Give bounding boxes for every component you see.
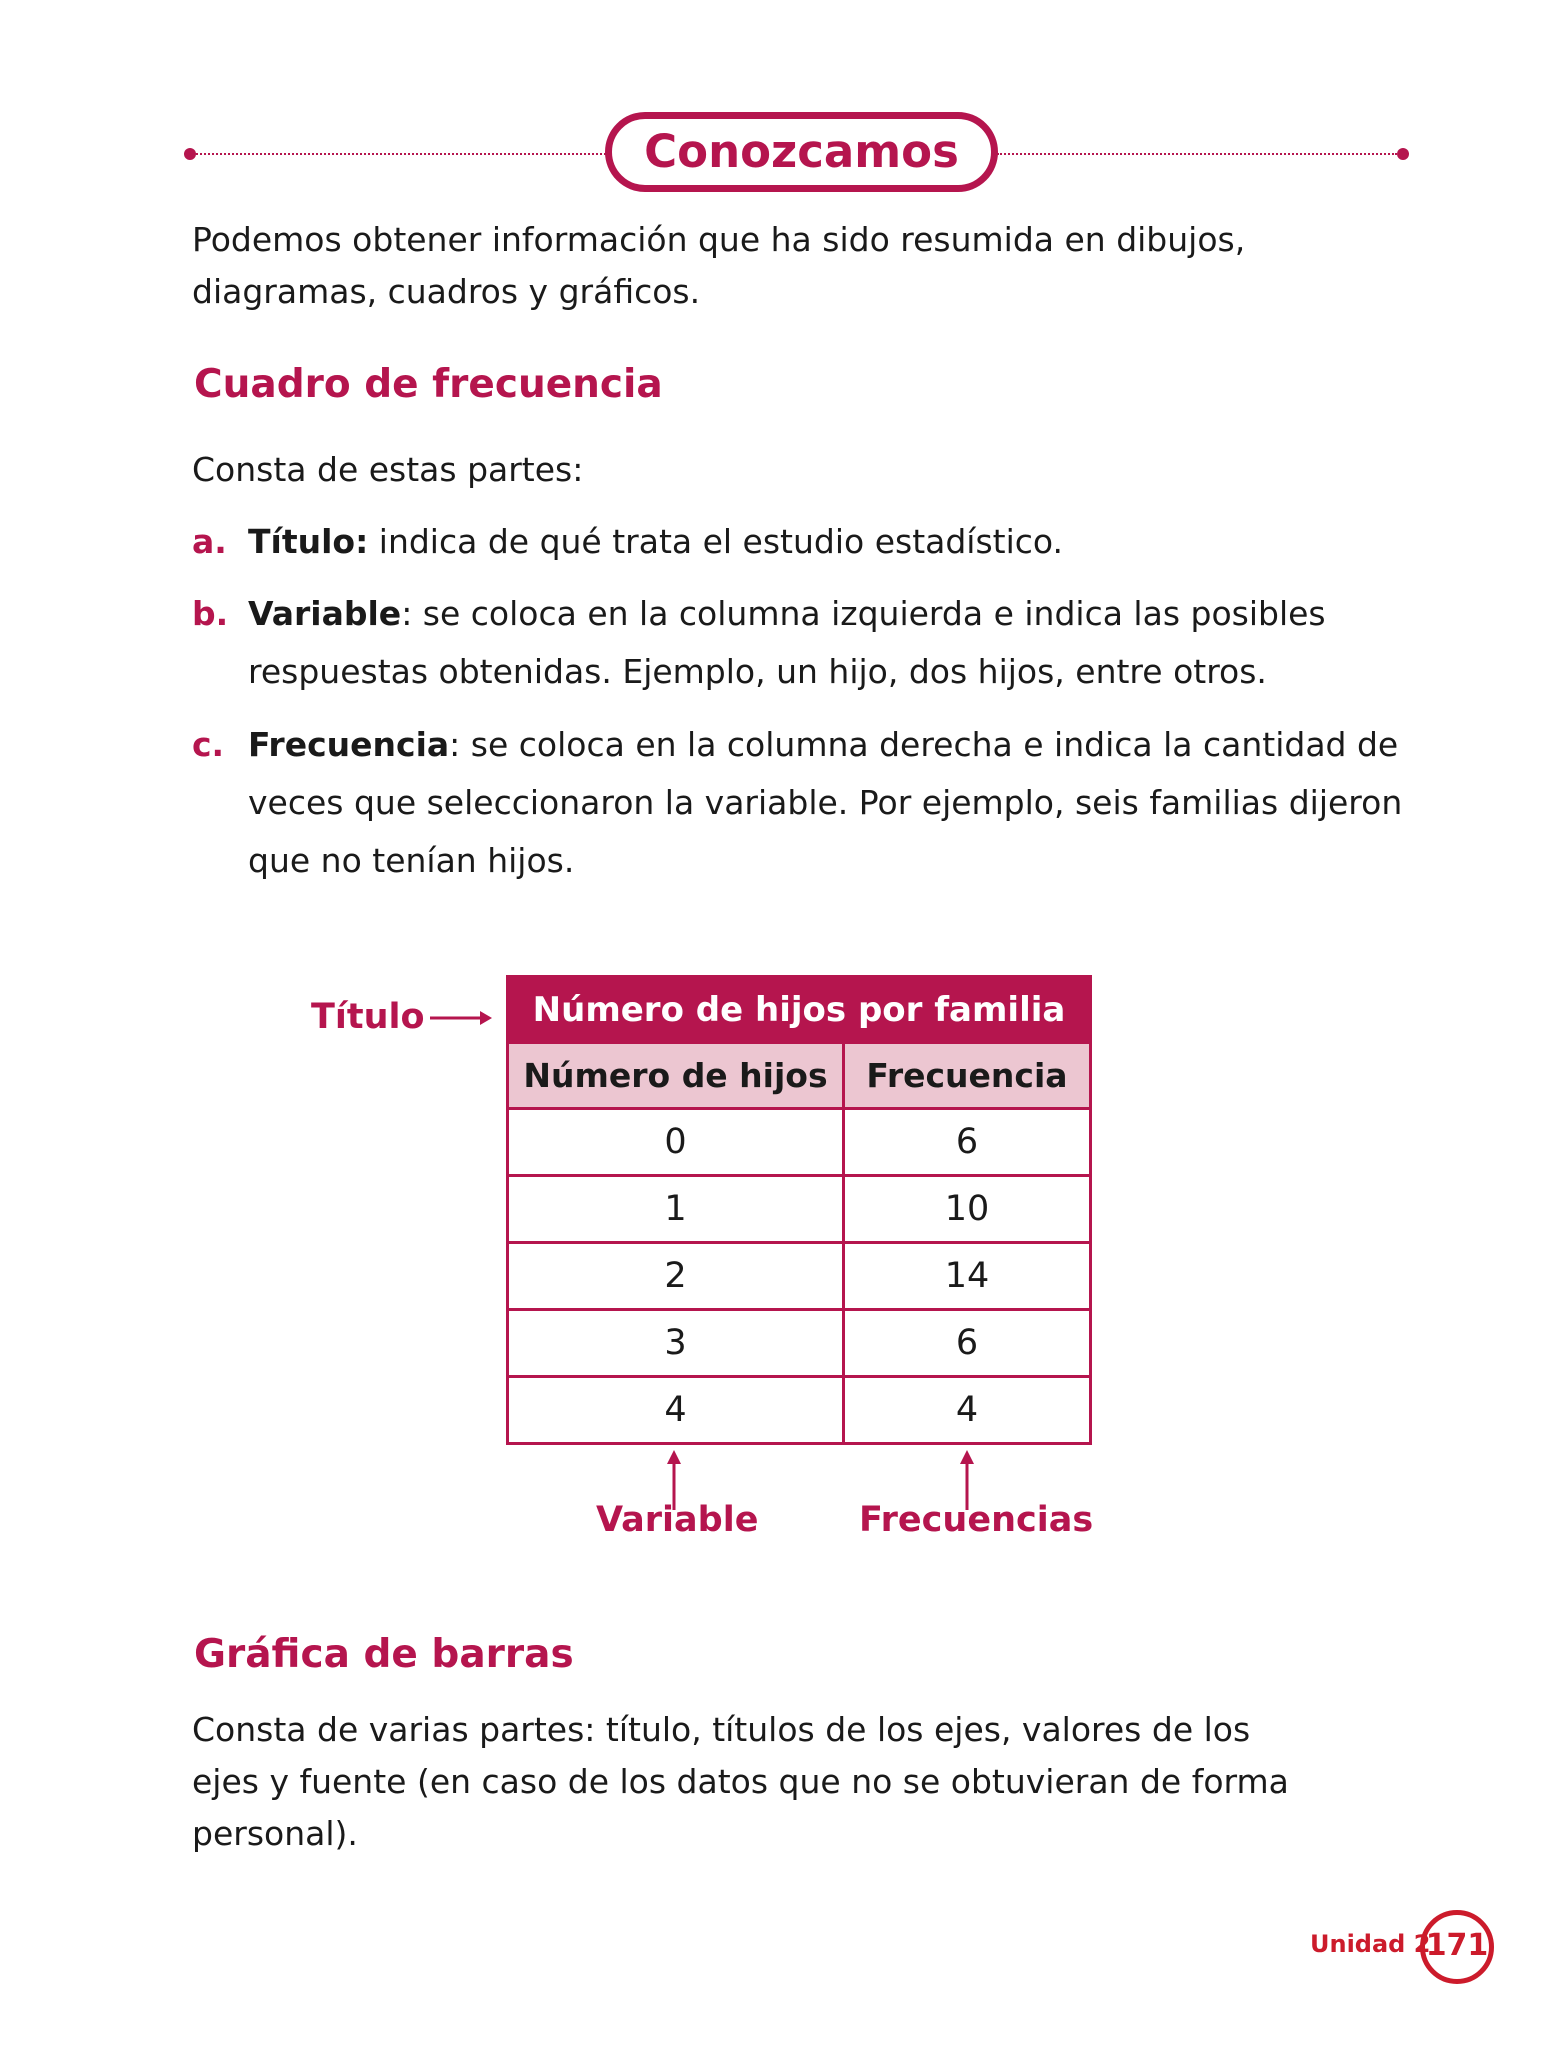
- list-term: Frecuencia: [248, 725, 450, 764]
- bar-chart-line: personal).: [192, 1814, 358, 1853]
- list-term: Título:: [248, 522, 369, 561]
- bar-chart-paragraph: [192, 1704, 1289, 1860]
- bar-chart-heading: Gráfica de barras: [194, 1632, 574, 1677]
- table-row: [508, 1176, 1091, 1243]
- table-cell: 14: [844, 1243, 1091, 1310]
- bar-chart-line: ejes y fuente (en caso de los datos que no se obtuvieran de forma: [192, 1762, 1289, 1801]
- table-cell: 4: [844, 1377, 1091, 1444]
- right-arrow-icon: [430, 1008, 492, 1028]
- table-cell: 2: [508, 1243, 844, 1310]
- table-header-frequency: Frecuencia: [844, 1043, 1091, 1109]
- intro-line: diagramas, cuadros y gráficos.: [192, 272, 701, 311]
- list-item-frequency: [192, 716, 1432, 890]
- banner-right-dot-icon: [1397, 148, 1409, 160]
- list-text: : se coloca en la columna derecha e indica la cantidad de veces que seleccionaron la variable. Por ejemplo, seis familias dijeron que no tenían hijos.: [248, 725, 1403, 880]
- table-cell: 0: [508, 1109, 844, 1176]
- list-text: : se coloca en la columna izquierda e indica las posibles respuestas obtenidas. Ejemplo, un hijo, dos hijos, entre otros.: [248, 594, 1326, 691]
- frequency-table: [506, 975, 1092, 1445]
- table-cell: 6: [844, 1310, 1091, 1377]
- table-header-variable: Número de hijos: [508, 1043, 844, 1109]
- table-cell: 10: [844, 1176, 1091, 1243]
- unit-label: Unidad 2: [1310, 1930, 1431, 1958]
- frequency-annotation-label: Frecuencias: [859, 1500, 1094, 1540]
- list-letter: b.: [192, 594, 229, 633]
- banner-right-line: [997, 153, 1397, 155]
- page-number: 171: [1420, 1910, 1494, 1984]
- table-cell: 6: [844, 1109, 1091, 1176]
- bar-chart-line: Consta de varias partes: título, títulos de los ejes, valores de los: [192, 1710, 1251, 1749]
- table-title: Número de hijos por familia: [508, 977, 1091, 1043]
- frequency-lead: Consta de estas partes:: [192, 450, 584, 489]
- frequency-heading: Cuadro de frecuencia: [194, 362, 663, 407]
- list-term: Variable: [248, 594, 402, 633]
- table-row: [508, 1377, 1091, 1444]
- table-cell: 4: [508, 1377, 844, 1444]
- table-cell: 1: [508, 1176, 844, 1243]
- list-text: indica de qué trata el estudio estadístico.: [368, 522, 1064, 561]
- table-row: [508, 1310, 1091, 1377]
- intro-line: Podemos obtener información que ha sido resumida en dibujos,: [192, 220, 1246, 259]
- intro-paragraph: [192, 214, 1245, 318]
- section-banner: Conozcamos: [605, 112, 998, 192]
- list-item-title: [192, 513, 1432, 571]
- list-item-variable: [192, 585, 1432, 701]
- table-row: [508, 1109, 1091, 1176]
- banner-left-line: [196, 153, 606, 155]
- title-annotation-label: Título: [311, 997, 425, 1037]
- banner-left-dot-icon: [184, 148, 196, 160]
- variable-annotation-label: Variable: [596, 1500, 759, 1540]
- table-cell: 3: [508, 1310, 844, 1377]
- list-letter: a.: [192, 522, 227, 561]
- list-letter: c.: [192, 725, 225, 764]
- table-row: [508, 1243, 1091, 1310]
